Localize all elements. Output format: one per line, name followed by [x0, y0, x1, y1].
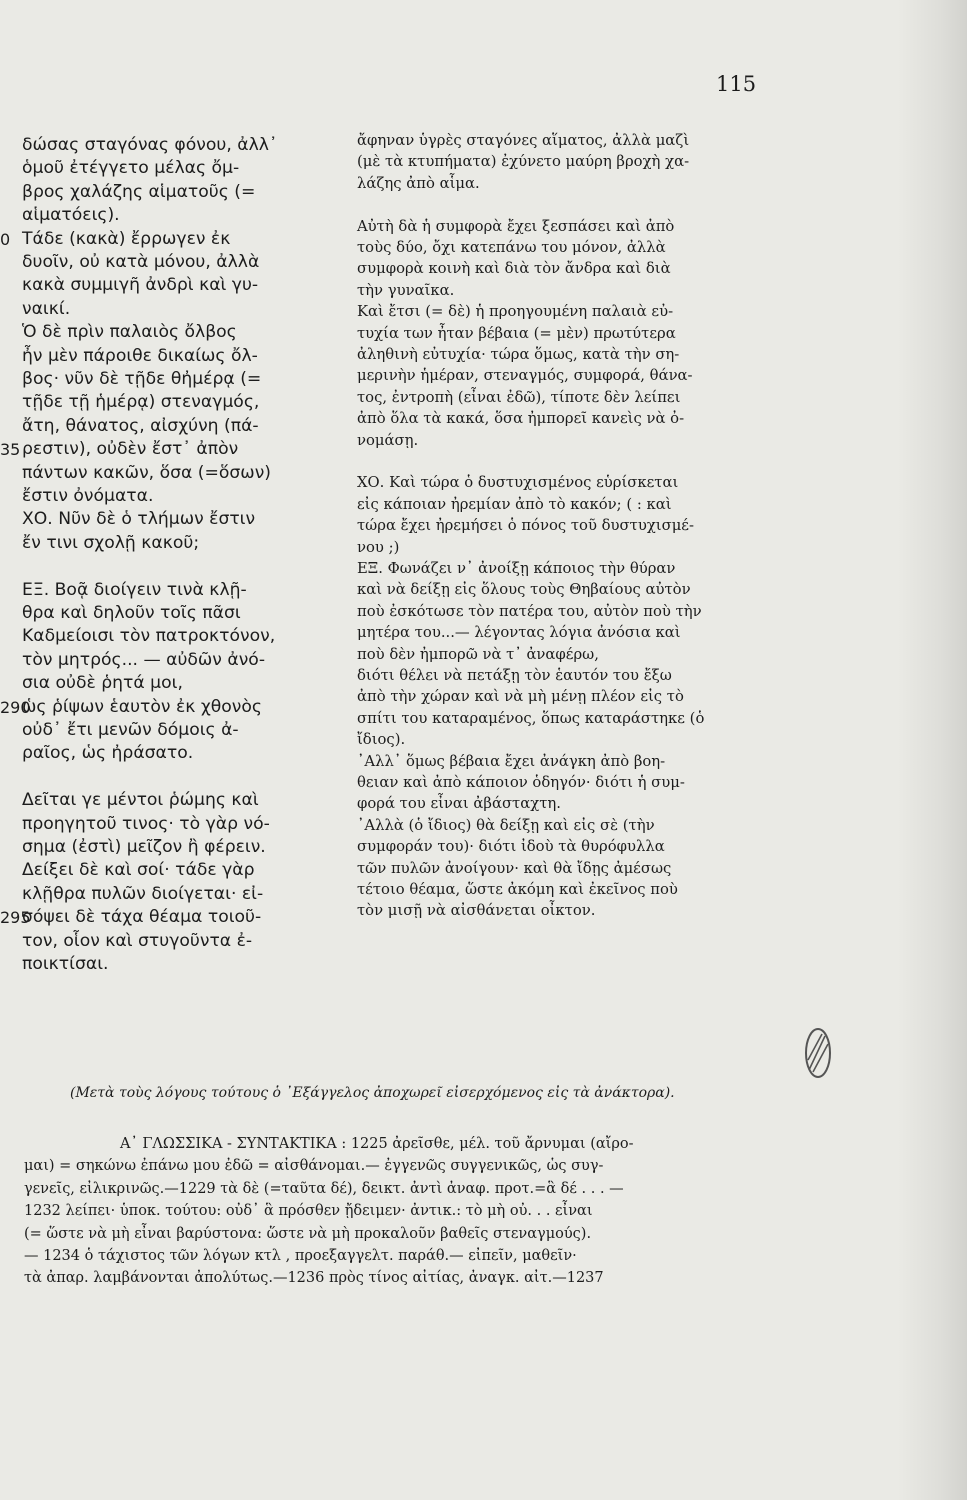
- gloss-line: — 1234 ὁ τάχιστος τῶν λόγων κτλ , προεξαγγελτ. παράθ.— εἰπεῖν, μαθεῖν·: [24, 1248, 577, 1264]
- greek-text-line: τον, οἷον καὶ στυγοῦντα ἐ-: [22, 930, 253, 951]
- greek-text-line: κλῇθρα πυλῶν διοίγεται· εἰ-: [22, 883, 264, 904]
- greek-text-line: βρος χαλάζης αἱματοῦς (=: [22, 181, 256, 202]
- translation-line: ᾽Αλλὰ (ὁ ἴδιος) θὰ δείξῃ καὶ εἰς σὲ (τὴν: [357, 816, 655, 834]
- greek-text-line: βος· νῦν δὲ τῇδε θἠμέρᾳ (=: [22, 369, 262, 389]
- greek-text-line: ὡς ῥίψων ἑαυτὸν ἐκ χθονὸς: [22, 696, 263, 717]
- greek-text-line: ἦν μὲν πάροιθε δικαίως ὄλ-: [22, 345, 258, 366]
- greek-text-line: οὐδ᾽ ἔτι μενῶν δόμοις ἀ-: [22, 720, 239, 740]
- greek-text-line: πάντων κακῶν, ὅσα (=ὅσων): [22, 462, 272, 483]
- gloss-line: μαι) = σηκώνω ἐπάνω μου ἐδῶ = αἰσθάνομαι.— ἐγγενῶς συγγενικῶς, ὡς συγ-: [24, 1158, 604, 1175]
- translation-line: σπίτι του καταραμένος, ὅπως καταράστηκε (ὁ: [357, 709, 705, 727]
- page-number: 115: [716, 72, 757, 96]
- gloss-line: τὰ ἀπαρ. λαμβάνονται ἀπολύτως.—1236 πρὸς τίνος αἰτίας, ἀναγκ. αἰτ.—1237: [24, 1270, 604, 1287]
- greek-text-line: ΕΞ. Βοᾷ διοίγειν τινὰ κλῇ-: [22, 579, 247, 600]
- translation-line: ποὺ ἐσκότωσε τὸν πατέρα του, αὐτὸν ποὺ τὴν: [357, 602, 702, 620]
- translation-line: τὸν μισῇ νὰ αἰσθάνεται οἶκτον.: [357, 902, 596, 920]
- translation-line: διότι θέλει νὰ πετάξῃ τὸν ἑαυτόν του ἔξω: [357, 667, 672, 684]
- translation-line: ἴδιος).: [357, 731, 406, 749]
- verse-line-number: 290: [0, 697, 31, 717]
- translation-line: ποὺ δὲν ἠμπορῶ νὰ τ᾽ ἀναφέρω,: [357, 645, 599, 663]
- binding-shadow: [897, 0, 967, 1500]
- translation-line: ΕΞ. Φωνάζει ν᾽ ἀνοίξῃ κάποιος τὴν θύραν: [357, 560, 676, 577]
- greek-text-line: τῇδε τῇ ἡμέρᾳ) στεναγμός,: [22, 392, 260, 413]
- translation-line: ἀληθινὴ εὐτυχία· τώρα ὅμως, κατὰ τὴν ση-: [357, 346, 680, 363]
- greek-text-line: ραῖος, ὡς ἠράσατο.: [22, 743, 194, 764]
- gloss-line: Α᾽ ΓΛΩΣΣΙΚΑ - ΣΥΝΤΑΚΤΙΚΑ : 1225 ἀρεῖσθε, μέλ. τοῦ ἄρνυμαι (αἴρο-: [120, 1136, 634, 1152]
- gloss-line: γενεῖς, εἰλικρινῶς.—1229 τὰ δὲ (=ταῦτα δέ), δεικτ. ἀντὶ ἀναφ. προτ.=ἃ δέ . . . —: [24, 1180, 624, 1197]
- greek-text-line: προηγητοῦ τινος· τὸ γὰρ νό-: [22, 813, 270, 834]
- stage-direction: (Μετὰ τοὺς λόγους τούτους ὁ ᾽Εξάγγελος ἀποχωρεῖ εἰσερχόμενος εἰς τὰ ἀνάκτορα).: [70, 1085, 675, 1101]
- greek-text-line: δώσας σταγόνας φόνου, ἀλλ᾽: [22, 135, 278, 155]
- verse-line-number: 35: [0, 440, 21, 460]
- translation-line: ΧΟ. Καὶ τώρα ὁ δυστυχισμένος εὑρίσκεται: [357, 474, 679, 492]
- greek-text-line: ΧΟ. Νῦν δὲ ὁ τλήμων ἔστιν: [22, 509, 256, 530]
- greek-text-line: ὁμοῦ ἐτέγγετο μέλας ὄμ-: [22, 158, 240, 179]
- translation-line: λάζης ἀπὸ αἷμα.: [357, 174, 480, 192]
- translation-line: ᾽Αλλ᾽ ὅμως βέβαια ἔχει ἀνάγκη ἀπὸ βοη-: [357, 752, 666, 770]
- greek-text-line: Δείξει δὲ καὶ σοί· τάδε γὰρ: [22, 860, 255, 881]
- verse-line-number: 295: [0, 908, 31, 928]
- greek-text-line: ἔν τινι σχολῇ κακοῦ;: [22, 532, 200, 553]
- translation-line: Αὐτὴ δὰ ἡ συμφορὰ ἔχει ξεσπάσει καὶ ἀπὸ: [357, 217, 675, 235]
- translation-line: νομάσῃ.: [357, 431, 419, 449]
- greek-text-line: αἱματόεις).: [22, 205, 120, 226]
- translation-line: νου ;): [357, 538, 400, 556]
- gloss-line: 1232 λείπει· ὑποκ. τούτου: οὐδ᾽ ἃ πρόσθεν ᾔδειμεν· ἀντικ.: τὸ μὴ οὐ. . . εἶναι: [24, 1203, 593, 1220]
- greek-text-line: κακὰ συμμιγῆ ἀνδρὶ καὶ γυ-: [22, 275, 259, 296]
- translation-line: (μὲ τὰ κτυπήματα) ἐχύνετο μαύρη βροχὴ χα-: [357, 153, 690, 171]
- greek-text-line: ἄτη, θάνατος, αἰσχύνη (πά-: [22, 415, 259, 436]
- greek-text-line: Ὁ δὲ πρὶν παλαιὸς ὄλβος: [22, 322, 237, 343]
- translation-line: Καὶ ἔτσι (= δὲ) ἡ προηγουμένη παλαιὰ εὐ-: [357, 303, 674, 321]
- gloss-line: (= ὥστε νὰ μὴ εἶναι βαρύστονα: ὥστε νὰ μὴ προκαλοῦν βαθεῖς στεναγμούς).: [24, 1225, 592, 1242]
- translation-line: τοὺς δύο, ὄχι κατεπάνω του μόνον, ἀλλὰ: [357, 239, 666, 256]
- translation-line: θειαν καὶ ἀπὸ κάποιον ὁδηγόν· διότι ἡ συμ-: [357, 774, 685, 791]
- translation-line: τὴν γυναῖκα.: [357, 281, 455, 299]
- translation-line: φορά του εἶναι ἀβάσταχτη.: [357, 795, 561, 813]
- translation-line: τος, ἐντροπὴ (εἶναι ἐδῶ), τίποτε δὲν λείπει: [357, 388, 681, 406]
- translation-line: τυχία των ἦταν βέβαια (= μὲν) πρωτύτερα: [357, 324, 676, 342]
- greek-text-line: Δεῖται γε μέντοι ῥώμης καὶ: [22, 790, 259, 811]
- translation-line: τώρα ἔχει ἠρεμήσει ὁ πόνος τοῦ δυστυχισμέ-: [357, 517, 694, 535]
- translation-line: ἀπὸ ὅλα τὰ κακά, ὅσα ἠμπορεῖ κανεὶς νὰ ὀ-: [357, 410, 685, 428]
- translation-line: συμφοράν του)· διότι ἰδοὺ τὰ θυρόφυλλα: [357, 838, 665, 856]
- greek-text-line: δυοῖν, οὐ κατὰ μόνου, ἀλλὰ: [22, 252, 260, 272]
- greek-text-line: τὸν μητρός... — αὐδῶν ἀνό-: [22, 649, 266, 670]
- greek-text-line: Καδμείοισι τὸν πατροκτόνον,: [22, 626, 276, 647]
- translation-line: ἀπὸ τὴν χώραν καὶ νὰ μὴ μένῃ πλέον εἰς τὸ: [357, 688, 684, 706]
- translation-line: καὶ νὰ δείξῃ εἰς ὅλους τοὺς Θηβαίους αὐτὸν: [357, 581, 691, 599]
- translation-line: μερινὴν ἡμέραν, στεναγμός, συμφορά, θάνα-: [357, 367, 693, 385]
- greek-text-line: θρα καὶ δηλοῦν τοῖς πᾶσι: [22, 603, 241, 623]
- translation-line: τέτοιο θέαμα, ὥστε ἀκόμη καὶ ἐκεῖνος ποὺ: [357, 881, 678, 898]
- greek-text-line: σημα (ἐστὶ) μεῖζον ἢ φέρειν.: [22, 837, 266, 857]
- translation-line: συμφορὰ κοινὴ καὶ διὰ τὸν ἄνδρα καὶ διὰ: [357, 260, 671, 278]
- greek-text-line: ἔστιν ὀνόματα.: [22, 486, 154, 506]
- greek-text-line: ποικτίσαι.: [22, 954, 109, 974]
- greek-text-line: σόψει δὲ τάχα θέαμα τοιοῦ-: [22, 907, 262, 928]
- greek-text-line: ρεστιν), οὐδὲν ἔστ᾽ ἀπὸν: [22, 439, 239, 460]
- translation-line: εἰς κάποιαν ἠρεμίαν ἀπὸ τὸ κακόν; ( : καὶ: [357, 495, 672, 513]
- greek-text-line: σια οὐδὲ ῥητά μοι,: [22, 673, 183, 694]
- library-stamp-icon: [800, 1022, 836, 1084]
- translation-line: μητέρα του...— λέγοντας λόγια ἀνόσια καὶ: [357, 624, 681, 642]
- greek-text-line: Τάδε (κακὰ) ἔρρωγεν ἐκ: [22, 228, 231, 249]
- verse-line-number: 0: [0, 229, 11, 249]
- translation-line: ἄφηναν ὑγρὲς σταγόνες αἵματος, ἀλλὰ μαζὶ: [357, 132, 690, 149]
- greek-text-line: ναικί.: [22, 298, 71, 319]
- translation-line: τῶν πυλῶν ἀνοίγουν· καὶ θὰ ἴδῃς ἀμέσως: [357, 859, 672, 877]
